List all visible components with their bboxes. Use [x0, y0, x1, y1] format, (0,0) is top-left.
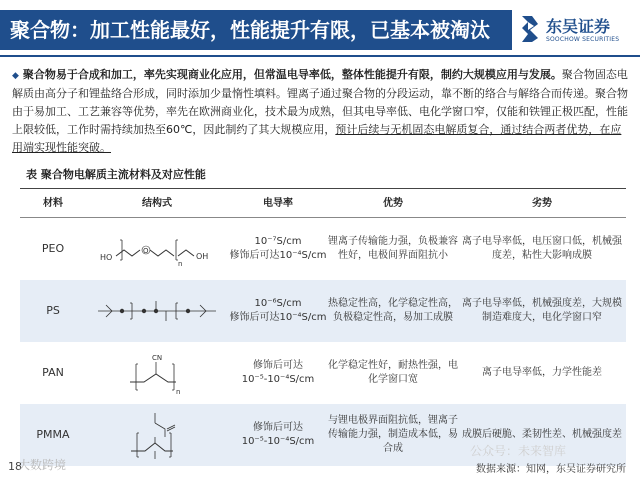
- conductivity-value: [228, 218, 328, 280]
- disadvantage-text: 离子电导率低，机械强度差，大规模制造难度大，电化学窗口窄: [462, 298, 622, 323]
- table-header-row: [20, 188, 626, 218]
- structure-label: CN: [152, 354, 163, 362]
- pan-structure-diagram: [112, 348, 202, 398]
- material-name: PS: [46, 304, 60, 317]
- structure-label: HO: [100, 253, 113, 262]
- conductivity-line: 10⁻⁵-10⁻⁴S/cm: [241, 374, 315, 385]
- data-source-note: 数据来源：知网，东吴证券研究所: [476, 464, 626, 475]
- peo-structure-diagram: [92, 226, 222, 272]
- logo-text-en: SOOCHOW SECURITIES: [546, 36, 620, 43]
- conductivity-line: 修饰后可达10⁻⁴S/cm: [229, 250, 327, 261]
- structure-label: n: [176, 388, 181, 396]
- conductivity-line: 修饰后可达: [253, 360, 303, 371]
- table-row: [20, 342, 626, 404]
- advantage-text: 锂离子传输能力强，负极兼容性好，电极间界面阻抗小: [328, 236, 458, 261]
- column-header-conductivity: 电导率: [263, 198, 293, 209]
- header-divider: [0, 55, 640, 57]
- structure-formula: [86, 218, 228, 280]
- table-row: [20, 218, 626, 280]
- company-logo: [516, 10, 636, 50]
- logo-mark-icon: [518, 14, 542, 44]
- slide-title: 聚合物：加工性能最好，性能提升有限，已基本被淘汰: [0, 10, 512, 50]
- material-name: PMMA: [36, 428, 70, 441]
- conductivity-line: 修饰后可达: [253, 422, 303, 433]
- disadvantage-text: 成膜后硬脆、柔韧性差、机械强度差: [462, 429, 622, 440]
- summary-paragraph: [12, 66, 632, 157]
- structure-formula: [86, 342, 228, 404]
- watermark-right: 公众号：未来智库: [470, 444, 567, 458]
- summary-bold-text: 聚合物易于合成和加工，率先实现商业化应用，但常温电导率低，整体性能提升有限，制约大规模应用与发展。: [22, 68, 562, 81]
- conductivity-line: 10⁻⁷S/cm: [254, 236, 302, 247]
- diamond-bullet-icon: ◆: [12, 71, 19, 81]
- logo-text-cn: 东吴证券: [546, 17, 611, 36]
- conductivity-line: 修饰后可达10⁻⁴S/cm: [229, 312, 327, 323]
- conductivity-value: [228, 280, 328, 342]
- slide-header: [0, 0, 640, 58]
- slide-footer: [0, 452, 640, 480]
- ps-structure-diagram: [92, 291, 222, 331]
- advantage-text: 化学稳定性好，耐热性强，电化学窗口宽: [328, 360, 458, 385]
- material-name: PAN: [42, 366, 64, 379]
- column-header-disadvantage: 劣势: [532, 198, 552, 209]
- structure-label: n: [178, 260, 183, 268]
- watermark-left: 大数跨境: [18, 458, 67, 472]
- conductivity-value: [228, 342, 328, 404]
- page-number: 18: [8, 460, 22, 473]
- conductivity-line: 10⁻⁶S/cm: [254, 298, 302, 309]
- structure-formula: [86, 280, 228, 342]
- conductivity-line: 10⁻⁵-10⁻⁴S/cm: [241, 436, 315, 447]
- structure-label: OH: [196, 252, 209, 261]
- advantage-text: 与锂电极界面阻抗低，锂离子传输能力强，制造成本低，易合成: [328, 415, 458, 454]
- disadvantage-text: 离子电导率低，力学性能差: [482, 367, 602, 378]
- column-header-structure: 结构式: [142, 198, 172, 209]
- column-header-advantage: 优势: [383, 198, 403, 209]
- material-name: PEO: [41, 242, 65, 255]
- table-row: [20, 280, 626, 342]
- advantage-text: 热稳定性高，化学稳定性高，负极稳定性高，易加工成膜: [328, 298, 458, 323]
- table-caption: 表 聚合物电解质主流材料及对应性能: [26, 168, 206, 181]
- summary-underlined-text: 预计后续与无机固态电解质复合，通过结合两者优势，在应用端实现性能突破。: [12, 123, 622, 154]
- svg-text:O: O: [143, 247, 149, 255]
- column-header-material: 材料: [43, 198, 63, 209]
- summary-body-text: 聚合物固态电解质由高分子和锂盐络合形成，同时添加少量惰性填料。锂离子通过聚合物的分段运动，靠不断的络合与解络合而传递。聚合物由于易加工、工艺兼容等优势，率先在欧洲商业化，技术最为成熟，但其电导率低、电化学窗口窄，仅能和铁锂正极匹配，性能上限较低，工作时需持续加热至60℃，因此制约了其大规模应用，: [12, 68, 628, 136]
- disadvantage-text: 离子电导率低，电压窗口低，机械强度差，粘性大影响成膜: [462, 236, 622, 261]
